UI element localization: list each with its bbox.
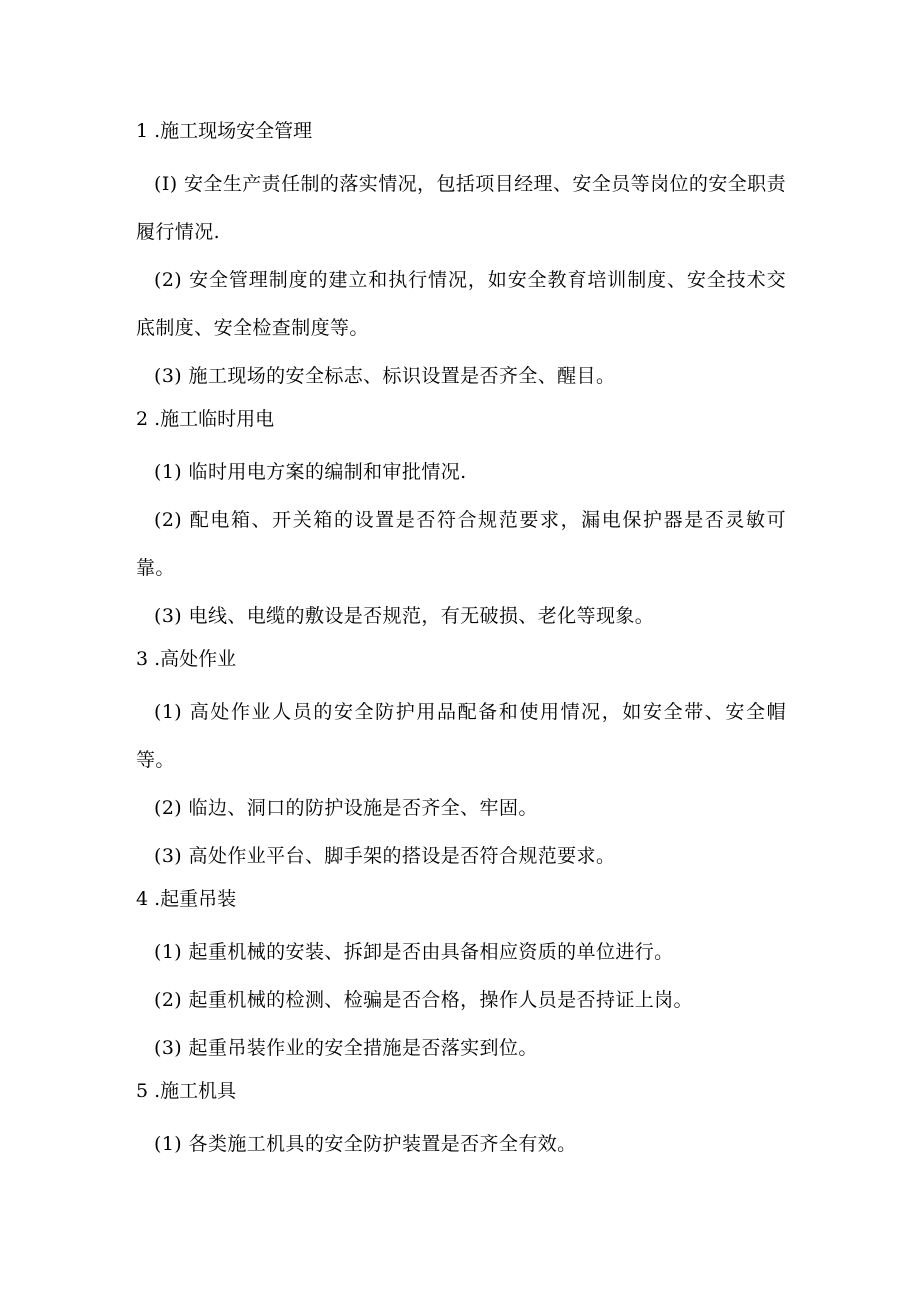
list-item: (2) 起重机械的检测、检骗是否合格，操作人员是否持证上岗。 xyxy=(154,989,693,1011)
list-item: (2) 配电箱、开关箱的设置是否符合规范要求，漏电保护器是否灵敏可靠。 xyxy=(136,509,786,579)
list-item: (I) 安全生产责任制的落实情况，包括项目经理、安全员等岗位的安全职责履行情况. xyxy=(136,173,786,243)
section-3 xyxy=(136,640,786,880)
section-heading: 2 .施工临时用电 xyxy=(136,408,275,430)
document-body xyxy=(136,112,786,1168)
section-5 xyxy=(136,1072,786,1168)
list-item: (3) 施工现场的安全标志、标识设置是否齐全、醒目。 xyxy=(154,365,616,387)
list-item: (3) 高处作业平台、脚手架的搭设是否符合规范要求。 xyxy=(154,845,616,867)
section-1 xyxy=(136,112,786,400)
section-heading: 5 .施工机具 xyxy=(136,1080,237,1102)
list-item: (3) 电线、电缆的敷设是否规范，有无破损、老化等现象。 xyxy=(154,605,655,627)
list-item: (2) 临边、洞口的防护设施是否齐全、牢固。 xyxy=(154,797,538,819)
list-item: (1) 各类施工机具的安全防护装置是否齐全有效。 xyxy=(154,1133,577,1155)
section-4 xyxy=(136,880,786,1072)
list-item: (3) 起重吊装作业的安全措施是否落实到位。 xyxy=(154,1037,538,1059)
section-2 xyxy=(136,400,786,640)
list-item: (1) 起重机械的安装、拆卸是否由具备相应资质的单位进行。 xyxy=(154,941,674,963)
section-heading: 3 .高处作业 xyxy=(136,648,237,670)
section-heading: 1 .施工现场安全管理 xyxy=(136,120,313,142)
list-item: (1) 临时用电方案的编制和审批情况. xyxy=(154,461,467,483)
list-item: (2) 安全管理制度的建立和执行情况，如安全教育培训制度、安全技术交底制度、安全检查制度等。 xyxy=(136,269,786,339)
section-heading: 4 .起重吊装 xyxy=(136,888,237,910)
list-item: (1) 高处作业人员的安全防护用品配备和使用情况，如安全带、安全帽等。 xyxy=(136,701,786,771)
